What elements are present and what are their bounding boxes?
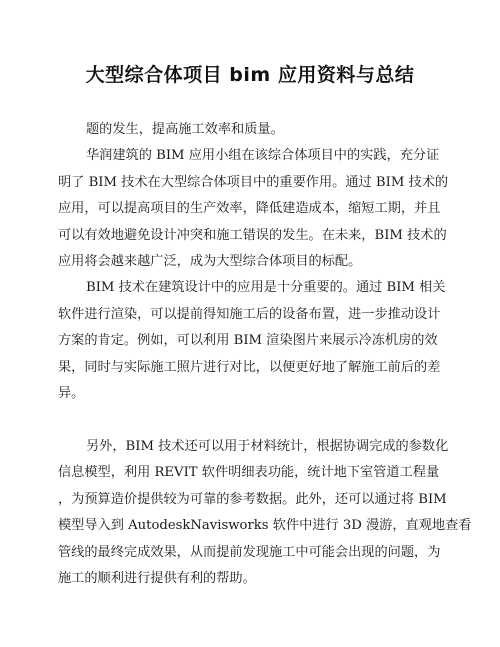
text-line: 管线的最终完成效果，从而提前发现施工中可能会出现的问题，为 — [58, 545, 441, 560]
text-line: 另外，BIM 技术还可以用于材料统计，根据协调完成的参数化 — [86, 439, 449, 454]
text-line: 模型导入到 AutodeskNavisworks 软件中进行 3D 漫游，直观地查看 — [58, 518, 472, 533]
text-line: 方案的肯定。例如，可以利用 BIM 渲染图片来展示冷冻机房的效 — [58, 333, 438, 348]
text-line: ，为预算造价提供较为可靠的参考数据。此外，还可以通过将 BIM — [58, 492, 447, 507]
text-line: 果，同时与实际施工照片进行对比，以便更好地了解施工前后的差 — [58, 360, 441, 375]
text-line: 明了 BIM 技术在大型综合体项目中的重要作用。通过 BIM 技术的 — [58, 175, 449, 190]
document-title: 大型综合体项目 bim 应用资料与总结 — [85, 64, 415, 86]
text-line: BIM 技术在建筑设计中的应用是十分重要的。通过 BIM 相关 — [86, 280, 446, 295]
text-line: 可以有效地避免设计冲突和施工错误的发生。在未来，BIM 技术的 — [58, 228, 447, 243]
text-line: 异。 — [58, 386, 85, 401]
text-line: 信息模型，利用 REVIT 软件明细表功能，统计地下室管道工程量 — [58, 465, 440, 480]
text-line: 软件进行渲染，可以提前得知施工后的设备布置，进一步推动设计 — [58, 307, 441, 322]
text-line: 施工的顺利进行提供有利的帮助。 — [58, 571, 256, 586]
text-line: 应用，可以提高项目的生产效率，降低建造成本，缩短工期，并且 — [58, 201, 441, 216]
text-line: 华润建筑的 BIM 应用小组在该综合体项目中的实践，充分证 — [86, 148, 440, 163]
text-line: 题的发生，提高施工效率和质量。 — [86, 122, 284, 137]
text-line: 应用将会越来越广泛，成为大型综合体项目的标配。 — [58, 254, 362, 269]
